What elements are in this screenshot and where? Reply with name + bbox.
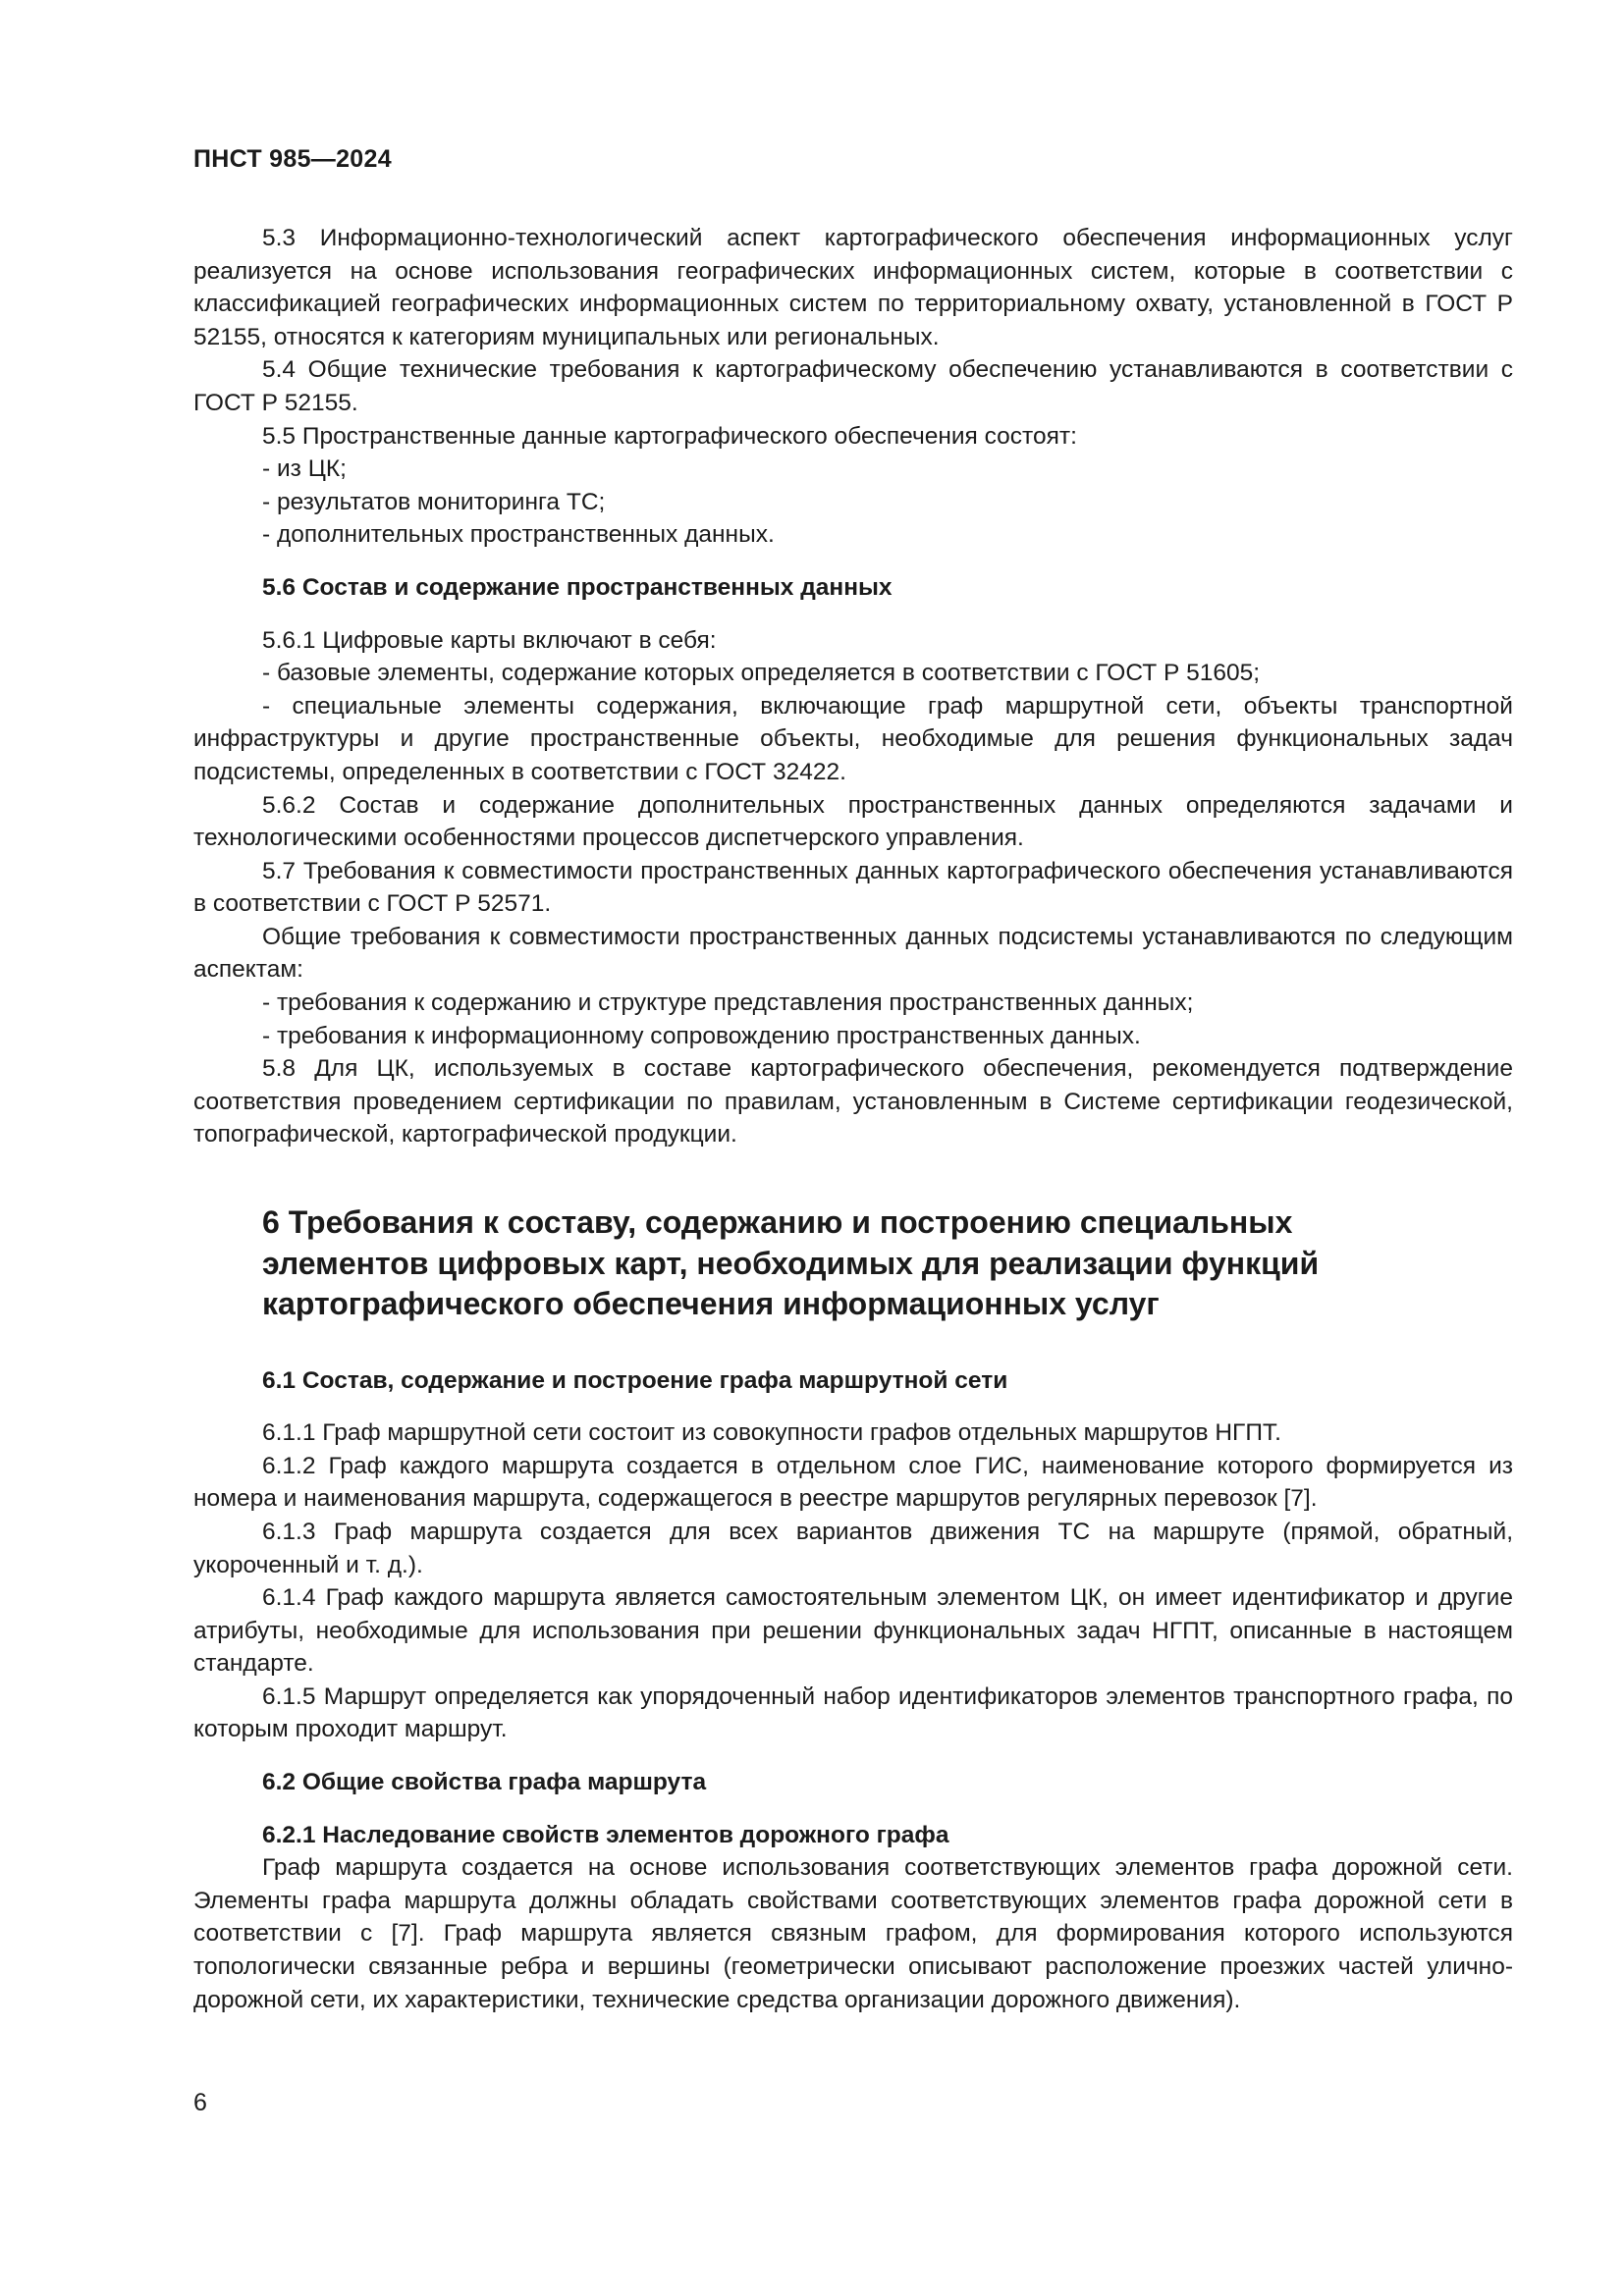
list-item: - требования к информационному сопровождению пространственных данных.: [262, 1022, 1141, 1049]
paragraph-5-6-1: 5.6.1 Цифровые карты включают в себя:: [262, 626, 717, 654]
paragraph-5-4: 5.4 Общие технические требования к картографическому обеспечению устанавливаются в соответствии с ГОСТ Р 52155.: [193, 356, 1513, 416]
list-item: - требования к содержанию и структуре представления пространственных данных;: [262, 989, 1194, 1017]
paragraph-6-2-1: Граф маршрута создается на основе использования соответствующих элементов графа дорожной сети. Элементы графа маршрута должны обладать свойствами соответствующих элементов графа дорожной сети в соответствии с [7]. Граф маршрута является связным графом, для формирования которого используются топологически связанные ребра и вершины (геометрически описывают расположение проезжих частей улично-дорожной сети, их характеристики, технические средства организации дорожного движения).: [193, 1854, 1513, 2013]
page-body: [193, 222, 1513, 2016]
paragraph-6-1-2: 6.1.2 Граф каждого маршрута создается в отдельном слое ГИС, наименование которого формируется из номера и наименования маршрута, содержащегося в реестре маршрутов регулярных перевозок [7].: [193, 1452, 1513, 1513]
list-item: - дополнительных пространственных данных.: [262, 521, 775, 549]
list-item: - базовые элементы, содержание которых определяется в соответствии с ГОСТ Р 51605;: [262, 660, 1261, 687]
paragraph-5-3: 5.3 Информационно-технологический аспект картографического обеспечения информационных услуг реализуется на основе использования географических информационных систем, которые в соответствии с классификацией географических информационных систем по территориальному охвату, установленной в ГОСТ Р 52155, относятся к категориям муниципальных или региональных.: [193, 225, 1513, 350]
paragraph-5-8: 5.8 Для ЦК, используемых в составе картографического обеспечения, рекомендуется подтверждение соответствия проведением сертификации по правилам, установленным в Системе сертификации геодезической, топографической, картографической продукции.: [193, 1055, 1513, 1148]
section-heading-5-6: 5.6 Состав и содержание пространственных данных: [262, 573, 893, 601]
document-id-header: ПНСТ 985—2024: [193, 145, 392, 173]
paragraph-6-1-4: 6.1.4 Граф каждого маршрута является самостоятельным элементом ЦК, он имеет идентификатор и другие атрибуты, необходимые для использования при решении функциональных задач НГПТ, описанные в настоящем стандарте.: [193, 1584, 1513, 1678]
paragraph-5-7: 5.7 Требования к совместимости пространственных данных картографического обеспечения устанавливаются в соответствии с ГОСТ Р 52571.: [193, 857, 1513, 918]
list-item: - результатов мониторинга ТС;: [262, 488, 606, 515]
section-heading-6-2: 6.2 Общие свойства графа маршрута: [262, 1769, 707, 1796]
list-item: - специальные элементы содержания, включающие граф маршрутной сети, объекты транспортной инфраструктуры и другие пространственные объекты, необходимые для решения функциональных задач подсистемы, определенных в соответствии с ГОСТ 32422.: [193, 692, 1513, 785]
page-number: 6: [193, 2089, 207, 2116]
paragraph-6-1-3: 6.1.3 Граф маршрута создается для всех вариантов движения ТС на маршруте (прямой, обратный, укороченный и т. д.).: [193, 1518, 1513, 1578]
paragraph-5-7-general: Общие требования к совместимости пространственных данных подсистемы устанавливаются по следующим аспектам:: [193, 923, 1513, 984]
list-item: - из ЦК;: [262, 455, 347, 483]
paragraph-5-5: 5.5 Пространственные данные картографического обеспечения состоят:: [262, 422, 1077, 450]
paragraph-5-6-2: 5.6.2 Состав и содержание дополнительных пространственных данных определяются задачами и технологическими особенностями процессов диспетчерского управления.: [193, 791, 1513, 852]
subsection-heading-6-2-1: 6.2.1 Наследование свойств элементов дорожного графа: [262, 1821, 949, 1848]
paragraph-6-1-5: 6.1.5 Маршрут определяется как упорядоченный набор идентификаторов элементов транспортного графа, по которым проходит маршрут.: [193, 1682, 1513, 1743]
section-heading-6-1: 6.1 Состав, содержание и построение графа маршрутной сети: [262, 1366, 1008, 1394]
paragraph-6-1-1: 6.1.1 Граф маршрутной сети состоит из совокупности графов отдельных маршрутов НГПТ.: [262, 1419, 1281, 1447]
section-heading-6: 6 Требования к составу, содержанию и построению специальных элементов цифровых карт, необходимых для реализации функций картографического обеспечения информационных услуг: [262, 1204, 1320, 1322]
